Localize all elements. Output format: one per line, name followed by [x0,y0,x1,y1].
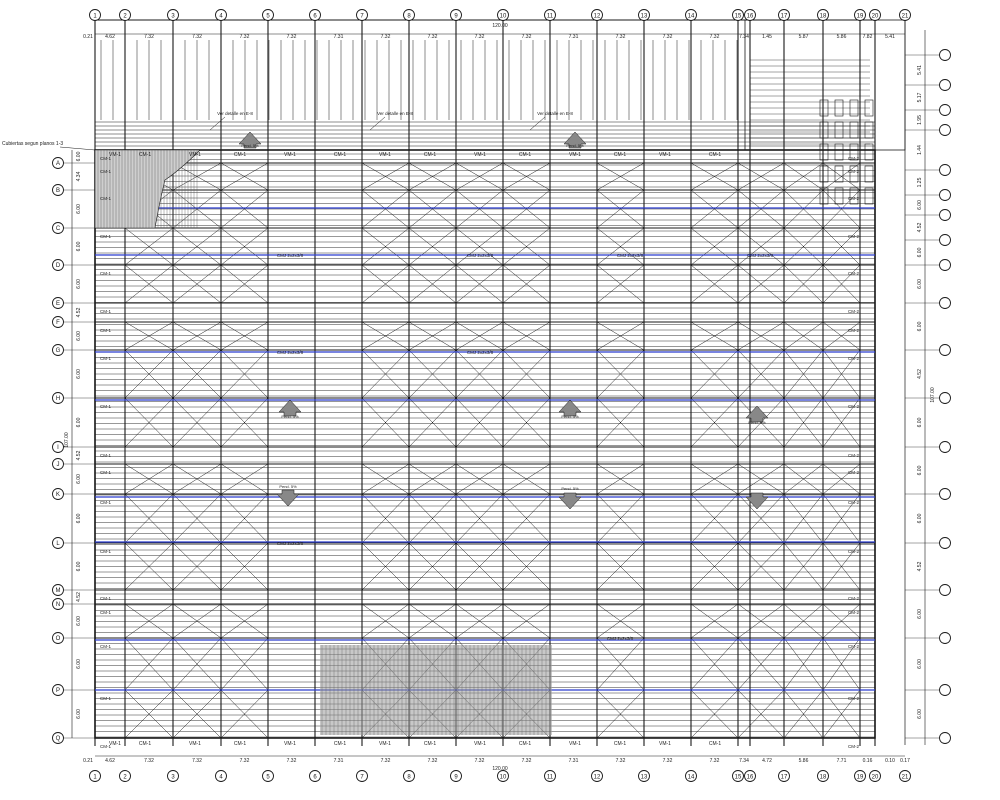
row-axis-bubble-right [940,633,951,644]
member-tag: VM-1 [474,152,486,158]
col-axis-label: 6 [313,774,317,781]
col-axis-label: 10 [499,13,507,20]
dim-label-bottom: 0.17 [900,758,910,764]
row-axis-bubble-right [940,585,951,596]
col-axis-label: 14 [687,774,695,781]
row-axis-bubble-right [940,50,951,61]
row-dim-left: 6.00 [76,331,82,341]
col-axis-label: 7 [360,774,364,781]
hatch-area [95,150,200,228]
member-tag: CM-2 [848,453,859,458]
row-axis-bubble-right [940,685,951,696]
dim-label-top: 7.31 [333,34,344,40]
member-tag: CM-1 [100,356,111,361]
row-axis-label: Q [55,736,61,743]
col-axis-label: 10 [499,774,507,781]
member-tag: CM-1 [100,470,111,475]
member-tag: VM-1 [379,741,391,747]
row-dim-left: 6.00 [76,369,82,379]
member-tag: CM-1 [100,500,111,505]
col-axis-label: 20 [871,13,879,20]
row-axis-label: O [55,636,61,643]
member-tag: CM-2 [848,328,859,333]
member-tag: CM-2 [848,644,859,649]
dim-label-top: 7.82 [862,34,873,40]
col-axis-label: 1 [93,13,97,20]
dim-label-bottom: 7.32 [662,758,673,764]
row-dim-right: 6.00 [917,200,923,210]
leader-line [210,117,225,130]
col-axis-label: 5 [266,774,270,781]
row-axis-bubble-right [940,235,951,246]
col-axis-label: 15 [734,13,742,20]
beam-label: CMJ 2x2x3/8 [606,636,634,641]
row-dim-left: 4.52 [76,450,82,461]
row-dim-right: 6.00 [917,321,923,332]
dim-label-bottom: 4.62 [105,758,115,764]
dim-label-top: 7.32 [286,34,297,40]
member-tag: CM-1 [100,644,111,649]
detail-rect [820,144,828,160]
hatched-region [95,150,200,228]
row-axis-label: B [55,188,61,195]
overall-height-right: 107.00 [930,387,936,403]
row-dim-right: 4.52 [917,561,923,572]
member-tag: VM-1 [284,741,296,747]
member-tag: CM-2 [848,500,859,505]
member-tag: CM-1 [613,152,627,158]
row-axis-bubble-right [940,105,951,116]
member-tag: CM-1 [100,156,111,161]
dim-label-top: 7.31 [568,34,579,40]
row-dim-left: 6.00 [76,474,82,484]
row-axis-bubble-right [940,260,951,271]
col-axis-label: 19 [856,774,864,781]
member-tag: CM-2 [848,549,859,554]
row-axis-bubble-right [940,733,951,744]
row-axis-label: I [57,445,59,452]
row-dim-right: 5.17 [917,92,923,103]
member-tag: CM-1 [518,741,532,747]
col-axis-label: 3 [171,13,175,20]
col-axis-label: 21 [901,13,909,20]
col-axis-label: 13 [640,774,648,781]
row-axis-bubble-right [940,210,951,221]
member-tag: CM-1 [423,152,437,158]
row-dim-right: 6.00 [917,709,923,719]
member-tag: CM-1 [100,596,111,601]
row-axis-label: L [56,541,60,548]
slope-label: Pend. 5% [281,414,299,419]
dim-label-top: 5.41 [885,34,895,40]
row-dim-left: 6.00 [76,279,82,289]
row-dim-right: 6.00 [917,465,923,476]
dim-label-bottom: 7.32 [474,758,485,764]
col-axis-label: 8 [407,13,411,20]
member-tag: CM-2 [848,404,859,409]
col-axis-label: 2 [123,13,127,20]
note-left: Cubiertas segun planos 1-3 [2,141,64,147]
grey-slab-area [320,645,552,735]
slope-label: Pend. 5% [748,420,766,425]
dim-label-bottom: 0.21 [83,758,93,764]
row-dim-right: 5.41 [917,65,923,75]
dim-label-bottom: 7.71 [836,758,847,764]
detail-rect [835,166,843,182]
row-axis-label: K [55,492,61,499]
beam-label: CMJ 2x2x3/8 [746,253,774,258]
col-axis-label: 9 [454,774,458,781]
dim-label-bottom: 7.32 [427,758,438,764]
slope-label: Pend. 5% [241,143,259,148]
beam-label: CMJ 2x2x3/8 [466,253,494,258]
col-axis-label: 14 [687,13,695,20]
overall-width-top: 120.00 [492,23,508,29]
member-tag: VM-1 [569,152,581,158]
row-dim-right: 4.52 [917,369,923,379]
ridge-label: Ver detalle en E-8 [377,111,413,116]
row-dim-right: 6.00 [917,609,923,619]
member-tag: CM-2 [848,744,859,749]
row-axis-bubble-right [940,489,951,500]
row-axis-label: H [55,396,61,403]
row-axis-bubble-right [940,442,951,453]
row-dim-right: 4.52 [917,222,923,233]
member-tag: CM-1 [100,610,111,615]
col-axis-label: 13 [640,13,648,20]
member-tag: CM-1 [423,741,437,747]
member-tag: CM-2 [848,271,859,276]
col-axis-label: 3 [171,774,175,781]
member-tag: CM-1 [100,271,111,276]
row-dim-right: 1.25 [917,177,923,188]
col-axis-label: 8 [407,774,411,781]
row-dim-right: 6.00 [917,513,923,524]
col-axis-label: 7 [360,13,364,20]
member-tag: CM-1 [518,152,532,158]
member-tag: VM-1 [474,741,486,747]
row-dim-left: 4.52 [76,307,82,318]
member-tag: VM-1 [189,152,201,158]
member-tag: CM-1 [100,696,111,701]
dim-label-bottom: 7.32 [709,758,720,764]
detail-rect [820,166,828,182]
member-tag: CM-2 [848,169,859,174]
dim-label-bottom: 7.31 [333,758,344,764]
dim-label-bottom: 4.72 [762,758,772,764]
member-tag: CM-2 [848,696,859,701]
dim-label-top: 7.32 [615,34,626,40]
dim-label-top: 5.86 [836,34,847,40]
overall-width-bottom: 120.00 [492,766,508,772]
member-tag: CM-1 [613,741,627,747]
slope-arrow-down [559,493,581,509]
col-axis-label: 11 [546,13,554,20]
col-axis-label: 15 [734,774,742,781]
detail-rect [865,166,873,182]
member-tag: CM-2 [848,356,859,361]
slope-label: Pend. 5% [279,484,297,489]
col-axis-label: 20 [871,774,879,781]
dim-label-bottom: 7.31 [568,758,579,764]
col-axis-label: 17 [780,13,788,20]
overall-height-left: 107.00 [64,432,70,448]
ridge-label: Ver detalle en E-8 [537,111,573,116]
member-tag: CM-2 [848,610,859,615]
dim-label-top: 7.34 [739,34,749,40]
dim-label-top: 7.32 [662,34,673,40]
member-tag: CM-1 [100,549,111,554]
row-dim-right: 6.00 [917,659,923,669]
col-axis-label: 11 [546,774,554,781]
member-tag: CM-2 [848,196,859,201]
member-tag: CM-1 [100,744,111,749]
dim-label-top: 0.21 [83,34,93,40]
row-axis-label: N [55,602,61,609]
row-axis-label: A [55,161,61,168]
dim-label-bottom: 7.32 [615,758,626,764]
dim-label-bottom: 7.32 [239,758,250,764]
dim-label-top: 7.32 [474,34,485,40]
member-tag: CM-2 [848,596,859,601]
dim-label-top: 7.32 [709,34,720,40]
row-dim-left: 6.00 [76,204,82,214]
row-dim-right: 1.44 [917,145,923,155]
dim-label-top: 5.87 [798,34,809,40]
row-axis-label: C [55,226,61,233]
member-tag: VM-1 [189,741,201,747]
dim-label-top: 7.32 [380,34,391,40]
dim-label-top: 1.45 [762,34,772,40]
row-dim-right: 6.00 [917,247,923,258]
row-dim-left: 6.00 [76,616,82,626]
row-dim-left: 6.00 [76,659,82,669]
row-axis-label: D [55,263,61,270]
member-tag: CM-2 [848,234,859,239]
row-axis-label: M [55,588,61,595]
member-tag: VM-1 [659,741,671,747]
col-axis-label: 6 [313,13,317,20]
detail-rect [865,144,873,160]
col-axis-label: 16 [746,774,754,781]
member-tag: VM-1 [109,152,121,158]
dim-label-top: 7.32 [192,34,202,40]
row-dim-right: 6.00 [917,417,923,428]
dim-label-bottom: 0.16 [862,758,873,764]
dim-label-top: 7.32 [521,34,532,40]
row-axis-label: G [55,348,61,355]
dim-label-bottom: 5.86 [798,758,809,764]
dim-label-top: 7.32 [427,34,438,40]
member-tag: CM-1 [233,152,247,158]
col-axis-label: 5 [266,13,270,20]
beam-label: CMJ 2x2x3/8 [276,253,304,258]
beam-label: CMJ 2x2x3/8 [616,253,644,258]
row-axis-label: J [56,462,60,469]
member-tag: VM-1 [284,152,296,158]
row-axis-label: P [55,688,61,695]
note-leader [60,147,95,150]
dim-label-bottom: 0.10 [885,758,895,764]
member-tag: CM-2 [848,309,859,314]
member-tag: CM-1 [708,741,722,747]
col-axis-label: 12 [593,13,601,20]
member-tag: CM-1 [333,152,347,158]
row-dim-left: 6.00 [76,417,82,428]
col-axis-label: 21 [901,774,909,781]
row-dim-right: 6.00 [917,279,923,289]
col-axis-label: 18 [819,13,827,20]
detail-rect [835,144,843,160]
row-axis-bubble-right [940,298,951,309]
col-axis-label: 12 [593,774,601,781]
col-axis-label: 19 [856,13,864,20]
dim-label-bottom: 7.32 [192,758,202,764]
dim-label-top: 7.32 [144,34,154,40]
member-tag: VM-1 [109,741,121,747]
leader-line [530,117,545,130]
col-axis-label: 16 [746,13,754,20]
row-dim-left: 6.00 [76,241,82,252]
beam-label: CMJ 2x2x3/8 [276,350,304,355]
member-tag: CM-1 [100,169,111,174]
col-axis-label: 9 [454,13,458,20]
row-axis-bubble-right [940,345,951,356]
dim-label-top: 7.32 [239,34,250,40]
member-tag: VM-1 [569,741,581,747]
row-axis-bubble-right [940,80,951,91]
row-axis-bubble-right [940,165,951,176]
row-axis-bubble-right [940,125,951,136]
slope-label: Pend. 5% [561,414,579,419]
col-axis-label: 17 [780,774,788,781]
member-tag: CM-1 [100,453,111,458]
row-dim-right: 1.95 [917,115,923,125]
row-axis-label: E [55,301,61,308]
row-axis-bubble-right [940,190,951,201]
row-dim-left: 4.34 [76,171,82,182]
member-tag: VM-1 [379,152,391,158]
slope-arrow-down [277,490,299,506]
member-tag: CM-2 [848,470,859,475]
col-axis-label: 2 [123,774,127,781]
row-axis-label: F [56,320,60,327]
row-axis-bubble-right [940,393,951,404]
grid-layer [95,20,875,746]
member-tag: CM-1 [100,309,111,314]
member-tag: CM-1 [100,234,111,239]
dim-label-bottom: 7.34 [739,758,749,764]
member-tag: CM-1 [100,328,111,333]
row-dim-left: 6.00 [76,561,82,572]
member-tag: CM-1 [708,152,722,158]
beam-label: CMJ 2x2x3/8 [276,541,304,546]
row-dim-left: 6.00 [76,513,82,524]
col-axis-label: 4 [219,13,223,20]
member-tag: CM-1 [138,741,152,747]
member-tag: CM-1 [233,741,247,747]
col-axis-label: 4 [219,774,223,781]
dim-label-top: 4.62 [105,34,115,40]
dim-label-bottom: 7.32 [286,758,297,764]
member-tag: CM-1 [100,196,111,201]
dim-label-bottom: 7.32 [144,758,154,764]
slope-label: Pend. 5% [566,143,584,148]
member-tag: CM-1 [100,404,111,409]
leader-line [370,117,385,130]
slope-arrow-down [746,493,768,509]
col-axis-label: 1 [93,774,97,781]
ridge-label: Ver detalle en E-8 [217,111,253,116]
dim-label-bottom: 7.32 [521,758,532,764]
dim-label-bottom: 7.32 [380,758,391,764]
row-axis-bubble-right [940,538,951,549]
row-dim-left: 4.52 [76,592,82,602]
member-tag: CM-2 [848,156,859,161]
member-tag: VM-1 [659,152,671,158]
member-tag: CM-1 [138,152,152,158]
slope-label: Pend. 5% [561,486,579,491]
row-dim-left: 6.00 [76,151,82,162]
beam-label: CMJ 2x2x3/8 [466,350,494,355]
col-axis-label: 18 [819,774,827,781]
row-dim-left: 6.00 [76,709,82,719]
member-tag: CM-1 [333,741,347,747]
